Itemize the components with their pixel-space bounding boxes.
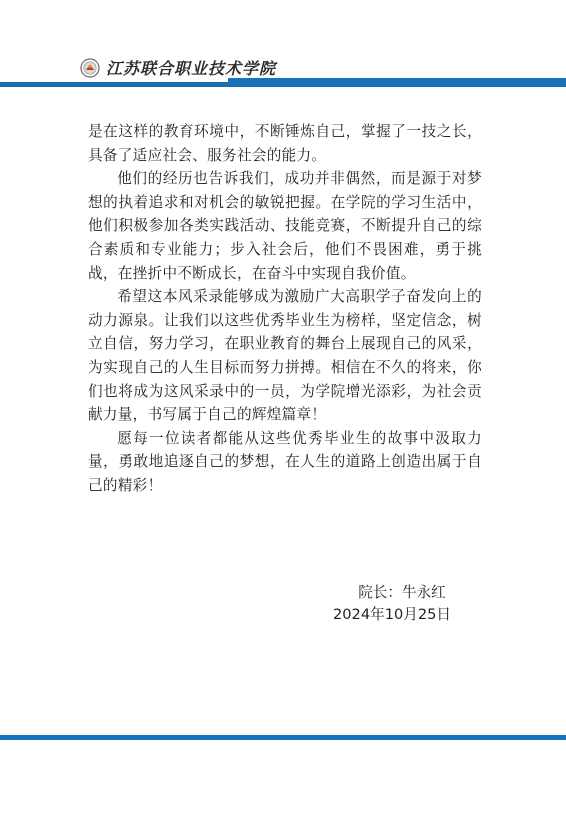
header-divider <box>0 85 566 87</box>
college-emblem-icon <box>80 58 100 78</box>
institution-logo <box>80 56 276 79</box>
footer-rule <box>0 735 566 740</box>
signature-date: 2024年10月25日 <box>332 606 452 623</box>
institution-name: 江苏联合职业技术学院 <box>106 59 277 78</box>
paragraph: 他们的经历也告诉我们，成功并非偶然，而是源于对梦想的执着追求和对机会的敏锐把握。在学院的学习生活中，他们积极参加各类实践活动、技能竞赛，不断提升自己的综合素质和专业能力；步入社会后，他们不畏困难，勇于挑战，在挫折中不断成长，在奋斗中实现自我价值。 <box>88 170 482 282</box>
paragraph: 希望这本风采录能够成为激励广大高职学子奋发向上的动力源泉。让我们以这些优秀毕业生为榜样，坚定信念，树立自信，努力学习，在职业教育的舞台上展现自己的风采，为实现自己的人生目标而努力拼搏。相信在不久的将来，你们也将成为这风采录中的一员，为学院增光添彩，为社会贡献力量，书写属于自己的辉煌篇章！ <box>88 288 482 424</box>
signature-name: 院长：牛永红 <box>358 584 446 601</box>
paragraph: 愿每一位读者都能从这些优秀毕业生的故事中汲取力量，勇敢地追逐自己的梦想，在人生的道路上创造出属于自己的精彩！ <box>88 429 482 494</box>
body-text <box>88 120 482 498</box>
paragraph: 是在这样的教育环境中，不断锤炼自己，掌握了一技之长，具备了适应社会、服务社会的能力。 <box>88 123 482 164</box>
page-header <box>0 0 566 90</box>
